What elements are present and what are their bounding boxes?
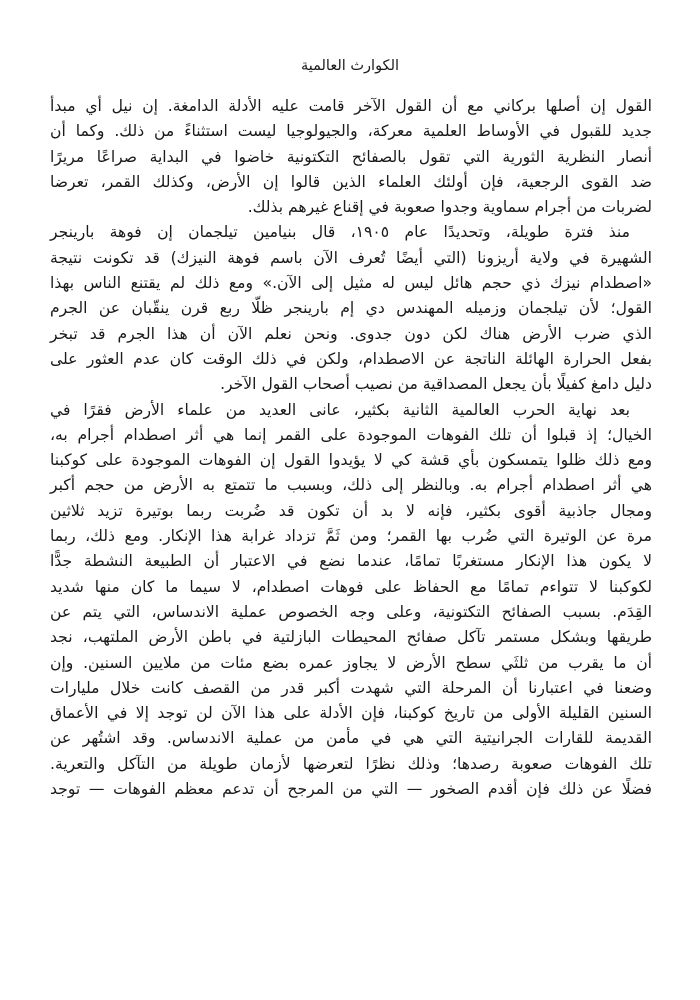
text-line: مرة عن الوتيرة التي ضُرب بها القمر؛ ومن ثَمَّ تزداد غرابة هذا الإنكار. ومع ذلك، ربما	[50, 527, 652, 546]
text-line: فضلًا عن ذلك فإن أقدم الصخور — التي من المرجح أن تدعم معظم الفوهات — توجد	[50, 780, 652, 799]
text-line: أن ما يقرب من ثلثَي سطح الأرض لا يجاوز عمره بضع مئات من ملايين السنين. وإن	[50, 653, 652, 672]
text-line: وضعنا في اعتبارنا أن المرحلة التي شهدت أكبر قدر من القصف كانت خلال مليارات	[50, 678, 652, 697]
text-line: طريقها وبشكل مستمر تآكل صفائح المحيطات البازلتية في باطن الأرض الملتهب، نجد	[50, 628, 652, 647]
text-line: القِدَم. بسبب الصفائح التكتونية، وعلى وجه الخصوص عملية الاندساس، التي يتم عن	[50, 602, 652, 621]
paragraph-1	[50, 94, 652, 220]
body-text	[50, 94, 652, 802]
text-line: بفعل الحرارة الهائلة الناتجة عن الاصطدام، ولكن في ذلك الوقت كان عدم العثور على	[50, 349, 652, 368]
running-header: الكوارث العالمية	[300, 58, 400, 74]
text-line: الذي ضرب الأرض هناك لكن دون جدوى. ونحن نعلم الآن أن هذا الجرم قد تبخر	[50, 324, 652, 343]
text-line: «اصطدام نيزك ذي حجم هائل ليس له مثيل إلى الآن.» ومع ذلك لم يقتنع الناس بهذا	[50, 274, 652, 293]
text-line: دليل دامغ كفيلًا بأن يجعل المصداقية من نصيب أصحاب القول الآخر.	[220, 375, 652, 394]
text-line: تلك الفوهات صعوبة رصدها؛ وذلك نظرًا لتعرضها لأزمان طويلة من التآكل والتعرية.	[50, 754, 652, 773]
paragraph-3	[50, 398, 652, 803]
text-line: الخيال؛ إذ قبلوا أن تلك الفوهات الموجودة على القمر إنما هي أثر اصطدام أجرام به،	[50, 425, 652, 444]
text-line: الشهيرة في ولاية أريزونا (التي أيضًا تُعرف الآن باسم فوهة النيزك) قد تكونت نتيجة	[50, 248, 652, 267]
text-line: هي أثر اصطدام أجرام به. وبالنظر إلى ذلك، وبسبب ما تتمتع به الأرض من حجم أكبر	[50, 476, 652, 495]
text-line: القول؛ لأن تيلجمان وزميله المهندس دي إم بارينجر ظلّا ربع قرن ينقّبان عن الجرم	[50, 299, 652, 318]
text-line: ومجال جاذبية أقوى بكثير، فإنه لا بد أن تكون قد ضُربت ربما بوتيرة تزيد ثلاثين	[50, 501, 652, 520]
text-line: لا يكون هذا الإنكار مستغربًا تمامًا، عندما نضع في الاعتبار أن الطبيعة النشطة جدًّا	[50, 552, 652, 571]
text-line: ضد القوى الرجعية، فإن أولئك العلماء الذين قالوا إن الأرض، وكذلك القمر، تعرضا	[50, 172, 652, 191]
text-line: لضربات من أجرام سماوية وجدوا صعوبة في إقناع غيرهم بذلك.	[247, 198, 652, 217]
text-line: لكوكبنا لا تتواءم تمامًا مع الحفاظ على فوهات اصطدام، لا سيما ما كان منها شديد	[50, 577, 652, 596]
text-line: ومع ذلك ظلوا يتمسكون بأي قشة كي لا يؤيدوا القول إن الفوهات الموجودة على كوكبنا	[50, 451, 652, 470]
text-line: القديمة للقارات الجرانيتية التي هي في مأمن من عملية الاندساس. وقد اشتُهر عن	[50, 729, 652, 748]
text-line: بعد نهاية الحرب العالمية الثانية بكثير، عانى العديد من علماء الأرض فقرًا في	[50, 400, 630, 419]
text-line: أنصار النظرية الثورية التي تقول بالصفائح التكتونية خاضوا في البداية صراعًا مريرًا	[50, 147, 652, 166]
text-line: جديد للقبول في الأوساط العلمية معركة، والجيولوجيا ليست استثناءً من ذلك. وكما أن	[50, 122, 652, 141]
text-line: القول إن أصلها بركاني مع أن القول الآخر قامت عليه الأدلة الدامغة. إن نيل أي مبدأ	[50, 97, 652, 115]
paragraph-2	[50, 220, 652, 397]
text-line: منذ فترة طويلة، وتحديدًا عام ١٩٠٥، قال بنيامين تيلجمان إن فوهة بارينجر	[50, 223, 630, 242]
text-line: السنين القليلة الأولى من تاريخ كوكبنا، فإن الأدلة على هذا الآن لن توجد إلا في الأعماق	[50, 704, 652, 723]
